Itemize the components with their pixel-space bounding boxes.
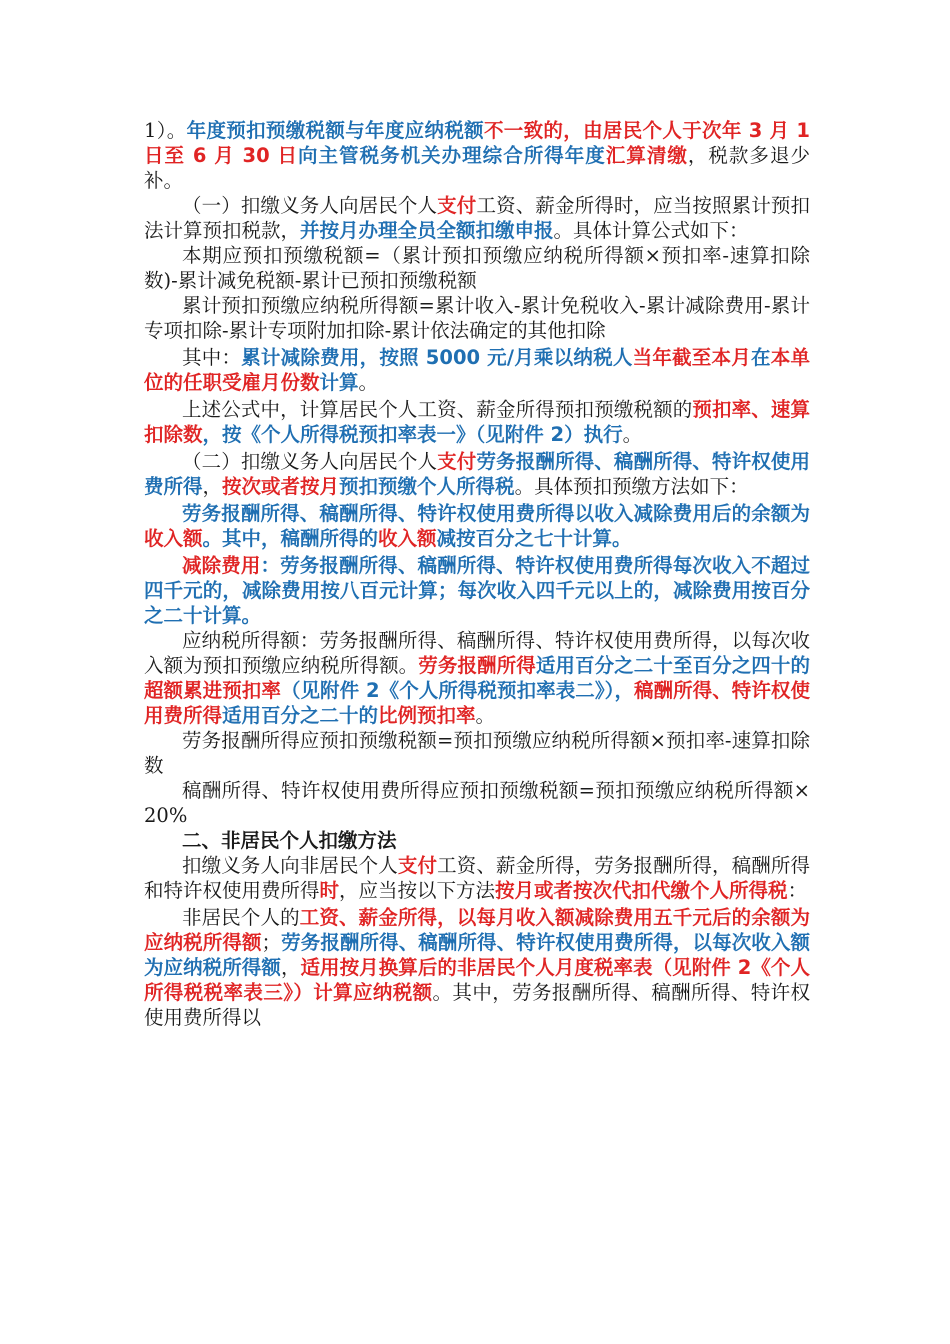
text-run: 本单位的任职受雇月份数 — [144, 346, 810, 394]
text-run: 劳务报酬所得应预扣预缴税额=预扣预缴应纳税所得额×预扣率-速算扣除数 — [144, 729, 810, 777]
text-run: 收入额 — [144, 527, 203, 550]
text-run: ， — [202, 475, 223, 498]
text-run: 。 — [358, 371, 379, 394]
text-run: 。具体计算公式如下： — [553, 219, 749, 242]
text-run: 减按百分之七十计算。 — [436, 527, 632, 550]
text-run: 非居民个人的 — [182, 906, 300, 929]
text-run: 劳务报酬所得 — [418, 654, 536, 677]
paragraph-12 — [144, 828, 810, 853]
text-run: 本期应预扣预缴税额=（累计预扣预缴应纳税所得额×预扣率-速算扣除数)-累计减免税额-累计已预扣预缴税额 — [144, 244, 810, 292]
paragraph-6 — [144, 449, 810, 499]
text-run: 二、非居民个人扣缴方法 — [182, 829, 397, 852]
text-run: 收入额 — [378, 527, 437, 550]
paragraph-11 — [144, 778, 810, 828]
text-run: （一）扣缴义务人向居民个人 — [182, 194, 438, 217]
text-run: 支付 — [397, 854, 438, 877]
text-run: 当年截至本月 — [632, 346, 751, 369]
text-run: 在 — [751, 346, 771, 369]
text-run: 工资、薪金所得时，应当按照累计预扣法计算预扣税款， — [144, 194, 810, 242]
text-run: 劳务报酬所得、稿酬所得、特许权使用费所得以收入减除费用后的余额为 — [182, 502, 810, 525]
text-run: 预扣预缴个人所得税 — [339, 475, 515, 498]
text-run: 应纳税所得额：劳务报酬所得、稿酬所得、特许权使用费所得，以每次收入额为预扣预缴应纳税所得额。 — [144, 629, 810, 677]
text-run: 支付 — [437, 450, 477, 473]
paragraph-5 — [144, 397, 810, 447]
text-run: ，按《个人所得税预扣率表一》（见附件 2）执行 — [202, 423, 623, 446]
text-run: 减除费用 — [182, 554, 261, 577]
paragraph-9 — [144, 628, 810, 728]
paragraph-1 — [144, 193, 810, 243]
text-run: 稿酬所得、特许权使用费所得 — [144, 679, 810, 727]
text-run: 计算 — [319, 371, 359, 394]
text-run: 预扣率、速算扣除数 — [144, 398, 810, 446]
text-run: 按月或者按次代扣代缴个人所得税 — [495, 879, 788, 902]
text-run: 工资、薪金所得，劳务报酬所得，稿酬所得和特许权使用费所得 — [144, 854, 810, 902]
paragraph-7 — [144, 501, 810, 551]
text-run: 累计预扣预缴应纳税所得额=累计收入-累计免税收入-累计减除费用-累计专项扣除-累计专项附加扣除-累计依法确定的其他扣除 — [144, 294, 810, 342]
document-body — [144, 118, 810, 1030]
text-run: （二）扣缴义务人向居民个人 — [182, 450, 438, 473]
text-run: （见附件 2《个人所得税预扣率表二》）， — [280, 679, 634, 702]
text-run: 按次或者按月 — [222, 475, 340, 498]
text-run: ，应当按以下方法 — [339, 879, 496, 902]
text-run: 上述公式中，计算居民个人工资、薪金所得预扣预缴税额的 — [182, 398, 693, 421]
paragraph-14 — [144, 905, 810, 1030]
text-run: 扣缴义务人向非居民个人 — [182, 854, 398, 877]
text-run: 比例预扣率 — [378, 704, 476, 727]
text-run: ： — [787, 879, 808, 902]
text-run: ， — [280, 956, 301, 979]
text-run: 工资、薪金所得，以每月收入额减除费用五千元后的余额为应纳税所得额 — [144, 906, 810, 954]
paragraph-0 — [144, 118, 810, 193]
paragraph-8 — [144, 553, 810, 628]
text-run: 累计减除费用，按照 5000 元/月乘以纳税人 — [241, 346, 633, 369]
paragraph-3 — [144, 293, 810, 343]
text-run: 适用百分之二十至百分之四十的 — [535, 654, 810, 677]
text-run: ； — [261, 931, 282, 954]
paragraph-4 — [144, 345, 810, 395]
paragraph-13 — [144, 853, 810, 903]
text-run: 。 — [475, 704, 496, 727]
text-run: 向主管税务机关办理综合所得年度 — [298, 144, 606, 167]
text-run: 。具体预扣预缴方法如下： — [514, 475, 749, 498]
text-run: 并按月办理全员全额扣缴申报 — [300, 219, 554, 242]
text-run: 适用百分之二十的 — [222, 704, 379, 727]
text-run: 支付 — [437, 194, 477, 217]
text-run: 稿酬所得、特许权使用费所得应预扣预缴税额=预扣预缴应纳税所得额×20% — [144, 779, 810, 827]
text-run: 超额累进预扣率 — [144, 679, 281, 702]
text-run: 劳务报酬所得、稿酬所得、特许权使用费所得 — [144, 450, 810, 498]
text-run: 不一致的，由居民个人于次年 3 月 1 日至 6 月 30 日 — [144, 119, 810, 167]
text-run: 时 — [319, 879, 340, 902]
text-run: 1）。 — [144, 119, 187, 142]
text-run: 。其中，稿酬所得的 — [202, 527, 379, 550]
text-run: 年度预扣预缴税额与年度应纳税额 — [186, 119, 484, 142]
text-run: 适用按月换算后的非居民个人月度税率表（见附件 2《个人所得税税率表三》）计算应纳税额 — [144, 956, 810, 1004]
text-run: 。其中，劳务报酬所得、稿酬所得、特许权使用费所得以 — [144, 981, 810, 1029]
text-run: 劳务报酬所得、稿酬所得、特许权使用费所得，以每次收入额为应纳税所得额 — [144, 931, 810, 979]
text-run: ：劳务报酬所得、稿酬所得、特许权使用费所得每次收入不超过四千元的，减除费用按八百元计算；每次收入四千元以上的，减除费用按百分之二十计算。 — [144, 554, 810, 627]
text-run: 。 — [622, 423, 643, 446]
text-run: ，税款多退少补。 — [144, 144, 810, 192]
text-run: 汇算清缴 — [605, 144, 688, 167]
paragraph-2 — [144, 243, 810, 293]
text-run: 其中： — [182, 346, 242, 369]
paragraph-10 — [144, 728, 810, 778]
